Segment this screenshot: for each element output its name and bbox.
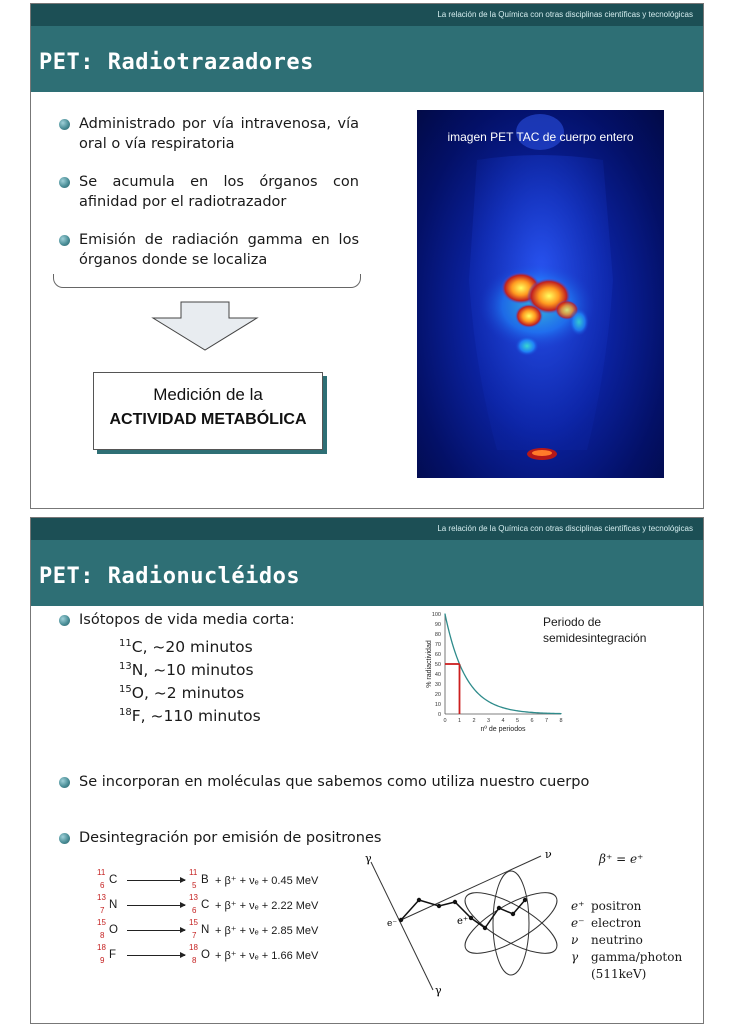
- legend-item: e⁻ electron: [571, 916, 642, 930]
- data-point: [488, 701, 489, 702]
- x-tick-label: 6: [530, 718, 534, 724]
- y-tick-label: 0: [437, 712, 441, 718]
- y-tick-label: 60: [434, 652, 441, 658]
- beta-equation: β⁺ = e⁺: [599, 852, 644, 866]
- slide-header: [31, 4, 703, 92]
- y-tick-label: 50: [434, 662, 441, 668]
- y-tick-label: 70: [434, 642, 441, 648]
- decay-chart: [383, 608, 563, 743]
- isotope-mass: 11: [119, 638, 132, 649]
- bullet-moleculas: [79, 772, 679, 792]
- isotope-item: [119, 634, 261, 657]
- reaction-arrow-icon: [127, 905, 185, 906]
- x-tick-label: 8: [559, 718, 563, 724]
- data-point: [517, 710, 518, 711]
- isotope-halflife: , ~2 minutos: [143, 684, 245, 703]
- bullet-text: Administrado por vía intravenosa, vía oral o vía respiratoria: [79, 116, 359, 152]
- isotope-halflife: , ~10 minutos: [143, 661, 254, 680]
- pet-scan-image: [417, 110, 664, 478]
- isotope-item: [119, 703, 261, 726]
- actividad-metabolica-box: [93, 372, 323, 450]
- x-tick-label: 2: [472, 718, 476, 724]
- x-axis-label: nº de periodos: [480, 726, 526, 733]
- chart-note-line2: semidesintegración: [543, 631, 647, 645]
- particle-legend: [571, 898, 682, 983]
- box-line1: Medición de la: [153, 385, 263, 404]
- data-point: [473, 688, 474, 689]
- slide-title: PET: Radionucléidos: [39, 564, 301, 589]
- slide-header: [31, 518, 703, 606]
- x-tick-label: 5: [515, 718, 520, 724]
- y-tick-label: 30: [434, 682, 441, 688]
- eminus-label: e⁻: [387, 919, 398, 929]
- isotope-symbol: F: [131, 707, 141, 726]
- pet-image-caption: imagen PET TAC de cuerpo entero: [447, 130, 634, 144]
- isotope-symbol: C: [131, 638, 143, 657]
- isotope-mass: 15: [119, 684, 132, 696]
- bullet-icon: [59, 235, 70, 246]
- slide-title: PET: Radiotrazadores: [39, 50, 314, 75]
- box-line2: ACTIVIDAD METABÓLICA: [109, 411, 307, 428]
- bullets-bracket: [53, 274, 361, 288]
- y-axis-label: % radiactividad: [426, 640, 433, 688]
- eplus-label: e⁺: [457, 916, 469, 927]
- bullet-text: Se incorporan en moléculas que sabemos como utiliza nuestro cuerpo: [79, 774, 590, 790]
- daughter-nuclide: 11 5 B: [189, 868, 209, 890]
- x-tick-label: 4: [501, 718, 505, 724]
- reaction-arrow-icon: [127, 880, 185, 881]
- y-tick-label: 80: [434, 632, 441, 638]
- bullet-icon: [59, 777, 70, 788]
- data-point: [502, 707, 503, 708]
- chart-note: [543, 614, 646, 646]
- data-point: [546, 713, 547, 714]
- bullet-icon: [59, 833, 70, 844]
- chart-note-line1: Periodo de: [543, 615, 602, 629]
- x-tick-label: 3: [486, 718, 491, 724]
- parent-nuclide: 15 8 O: [97, 918, 118, 940]
- isotope-item: [119, 680, 261, 703]
- parent-nuclide: 13 7 N: [97, 893, 118, 915]
- parent-nuclide: 18 9 F: [97, 943, 117, 965]
- data-point: [531, 712, 532, 713]
- bullet-icon: [59, 615, 70, 626]
- daughter-nuclide: 15 7 N: [189, 918, 210, 940]
- data-point: [560, 713, 561, 714]
- y-tick-label: 100: [431, 612, 441, 618]
- bullet-desintegracion: [79, 828, 479, 848]
- reaction-products: + β⁺ + νₑ + 2.85 MeV: [215, 925, 319, 937]
- reaction-products: + β⁺ + νₑ + 1.66 MeV: [215, 950, 319, 962]
- isotope-halflife: , ~20 minutos: [142, 638, 253, 657]
- isotope-item: [119, 657, 261, 680]
- legend-item: e⁺ positron: [571, 899, 642, 913]
- reaction-products: + β⁺ + νₑ + 2.22 MeV: [215, 900, 319, 912]
- pet-body-graphic: [417, 110, 664, 478]
- x-tick-label: 0: [443, 718, 447, 724]
- bullet-emision: [79, 230, 359, 270]
- y-tick-label: 10: [434, 702, 441, 708]
- daughter-nuclide: 18 8 O: [189, 943, 210, 965]
- parent-nuclide: 11 6 C: [97, 868, 118, 890]
- reaction-arrow-icon: [127, 930, 185, 931]
- isotope-list: [119, 634, 261, 727]
- bullet-isotopos: [79, 610, 379, 630]
- data-point: [444, 613, 445, 614]
- gamma-label-bottom: γ: [435, 984, 442, 997]
- isotope-mass: 18: [119, 707, 132, 719]
- y-tick-label: 20: [434, 692, 441, 698]
- isotope-symbol: N: [131, 661, 144, 680]
- legend-item: ν neutrino: [571, 933, 643, 947]
- bullet-icon: [59, 177, 70, 188]
- x-tick-label: 7: [544, 718, 549, 724]
- header-subtitle: La relación de la Química con otras disciplinas científicas y tecnológicas: [437, 10, 693, 19]
- legend-item: (511keV): [591, 967, 647, 981]
- y-tick-label: 90: [434, 622, 441, 628]
- daughter-nuclide: 13 6 C: [189, 893, 210, 915]
- isotope-mass: 13: [119, 661, 132, 673]
- legend-item: γ gamma/photon: [571, 950, 683, 964]
- isotope-symbol: O: [131, 684, 144, 703]
- annihilation-diagram: [361, 848, 581, 998]
- header-subtitle: La relación de la Química con otras disciplinas científicas y tecnológicas: [437, 524, 693, 533]
- nu-label: ν: [545, 848, 552, 861]
- bullet-text: Isótopos de vida media corta:: [79, 612, 295, 628]
- gamma-label-top: γ: [365, 852, 372, 865]
- slide-radionucleidos: [30, 517, 704, 1024]
- bullet-text: Emisión de radiación gamma en los órganos donde se localiza: [79, 232, 359, 268]
- slide-radiotrazadores: [30, 3, 704, 509]
- bullet-text: Desintegración por emisión de positrones: [79, 830, 382, 846]
- bullet-text: Se acumula en los órganos con afinidad por el radiotrazador: [79, 174, 359, 210]
- isotope-halflife: , ~110 minutos: [140, 707, 261, 726]
- y-tick-label: 40: [434, 672, 441, 678]
- bullet-acumula: [79, 172, 359, 212]
- down-arrow-icon: [153, 302, 257, 352]
- reaction-arrow-icon: [127, 955, 185, 956]
- reaction-products: + β⁺ + νₑ + 0.45 MeV: [215, 875, 319, 887]
- bullet-administrado: [79, 114, 359, 154]
- x-tick-label: 1: [457, 718, 462, 724]
- bullet-icon: [59, 119, 70, 130]
